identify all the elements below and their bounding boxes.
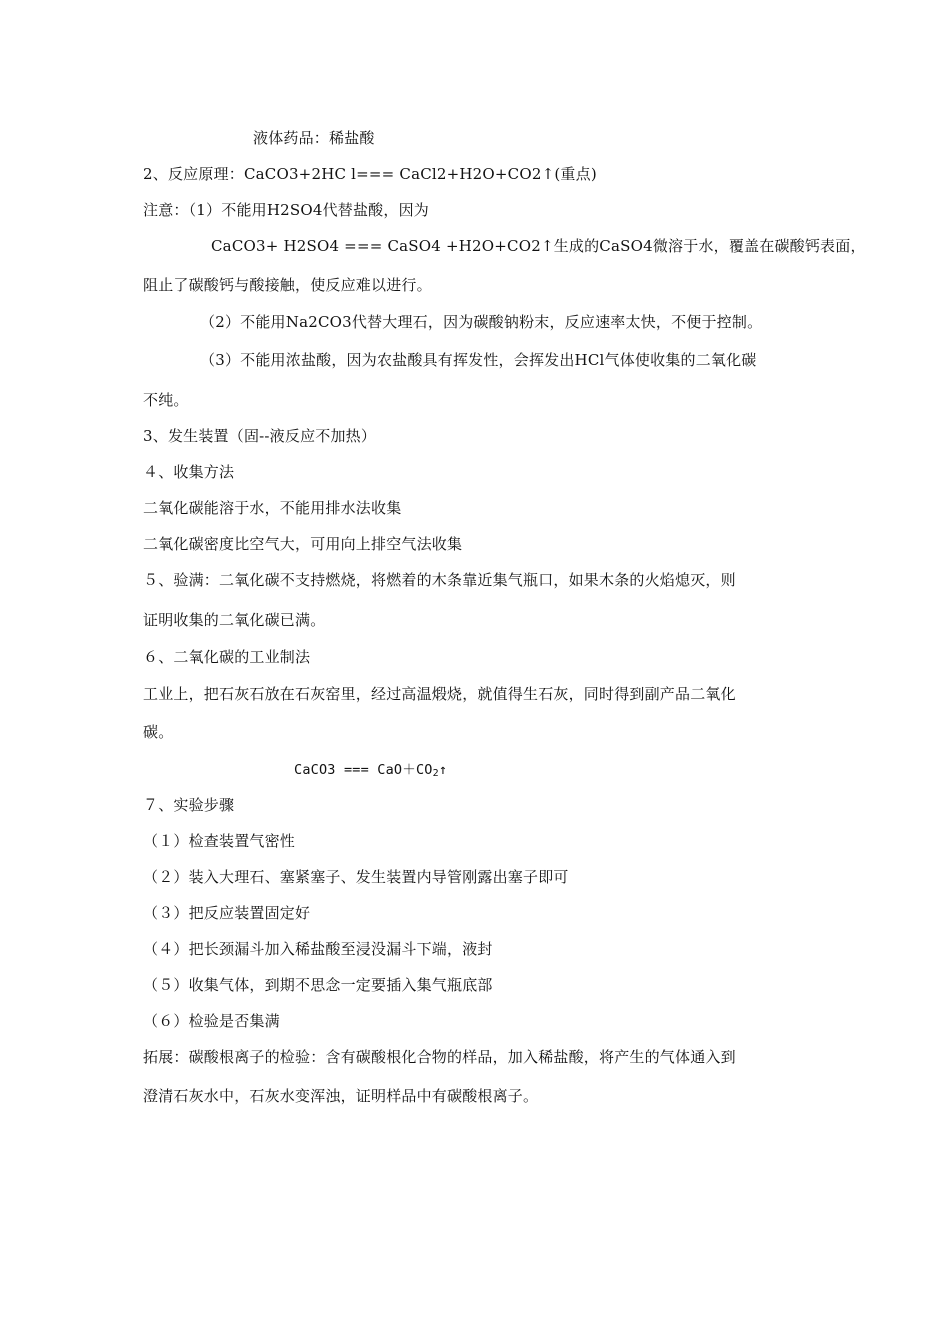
equation-main: CaCO3 === CaO＋CO xyxy=(294,762,433,778)
full-check-conclusion: 证明收集的二氧化碳已满。 xyxy=(143,611,326,629)
decomposition-equation xyxy=(294,760,830,784)
note-2-line: （2）不能用Na2CO3代替大理石，因为碳酸钠粉末，反应速率太快，不便于控制。 xyxy=(200,313,763,331)
reaction-principle-heading: 2、反应原理：CaCO3+2HC l=== CaCl2+H2O+CO2↑(重点) xyxy=(143,165,597,183)
extension-conclusion: 澄清石灰水中，石灰水变浑浊，证明样品中有碳酸根离子。 xyxy=(143,1087,539,1105)
apparatus-heading: 3、发生装置（固--液反应不加热） xyxy=(143,427,377,445)
collection-water-line: 二氧化碳能溶于水，不能用排水法收集 xyxy=(143,499,402,517)
note-1-conclusion: 阻止了碳酸钙与酸接触，使反应难以进行。 xyxy=(143,276,432,294)
liquid-reagent-line: 液体药品：稀盐酸 xyxy=(253,129,375,147)
industrial-method-heading: ６、二氧化碳的工业制法 xyxy=(143,648,311,666)
step-5: （５）收集气体，到期不思念一定要插入集气瓶底部 xyxy=(143,976,493,994)
step-1: （１）检查装置气密性 xyxy=(143,832,296,850)
note-3-line: （3）不能用浓盐酸，因为农盐酸具有挥发性，会挥发出HCl气体使收集的二氧化碳 xyxy=(200,351,757,369)
collection-method-heading: ４、收集方法 xyxy=(143,463,235,481)
equation-subscript: 2 xyxy=(432,768,439,779)
note-1-line: 注意：（1）不能用H2SO4代替盐酸，因为 xyxy=(143,201,429,219)
industrial-method-line: 工业上，把石灰石放在石灰窑里，经过高温煅烧，就值得生石灰，同时得到副产品二氧化 xyxy=(143,685,736,703)
collection-air-line: 二氧化碳密度比空气大，可用向上排空气法收集 xyxy=(143,535,463,553)
equation-arrow: ↑ xyxy=(438,762,448,778)
sulfuric-acid-equation-line: CaCO3+ H2SO4 === CaSO4 +H2O+CO2↑生成的CaSO4微溶于水，覆盖在碳酸钙表面， xyxy=(211,237,866,255)
experiment-steps-heading: ７、实验步骤 xyxy=(143,796,235,814)
full-check-line: ５、验满：二氧化碳不支持燃烧，将燃着的木条靠近集气瓶口，如果木条的火焰熄灭，则 xyxy=(143,571,736,589)
industrial-method-conclusion: 碳。 xyxy=(143,723,174,741)
step-2: （２）装入大理石、塞紧塞子、发生装置内导管刚露出塞子即可 xyxy=(143,868,569,886)
step-6: （６）检验是否集满 xyxy=(143,1012,280,1030)
step-3: （３）把反应装置固定好 xyxy=(143,904,311,922)
note-3-conclusion: 不纯。 xyxy=(143,391,189,409)
step-4: （４）把长颈漏斗加入稀盐酸至浸没漏斗下端，液封 xyxy=(143,940,493,958)
extension-line: 拓展：碳酸根离子的检验：含有碳酸根化合物的样品，加入稀盐酸，将产生的气体通入到 xyxy=(143,1048,736,1066)
